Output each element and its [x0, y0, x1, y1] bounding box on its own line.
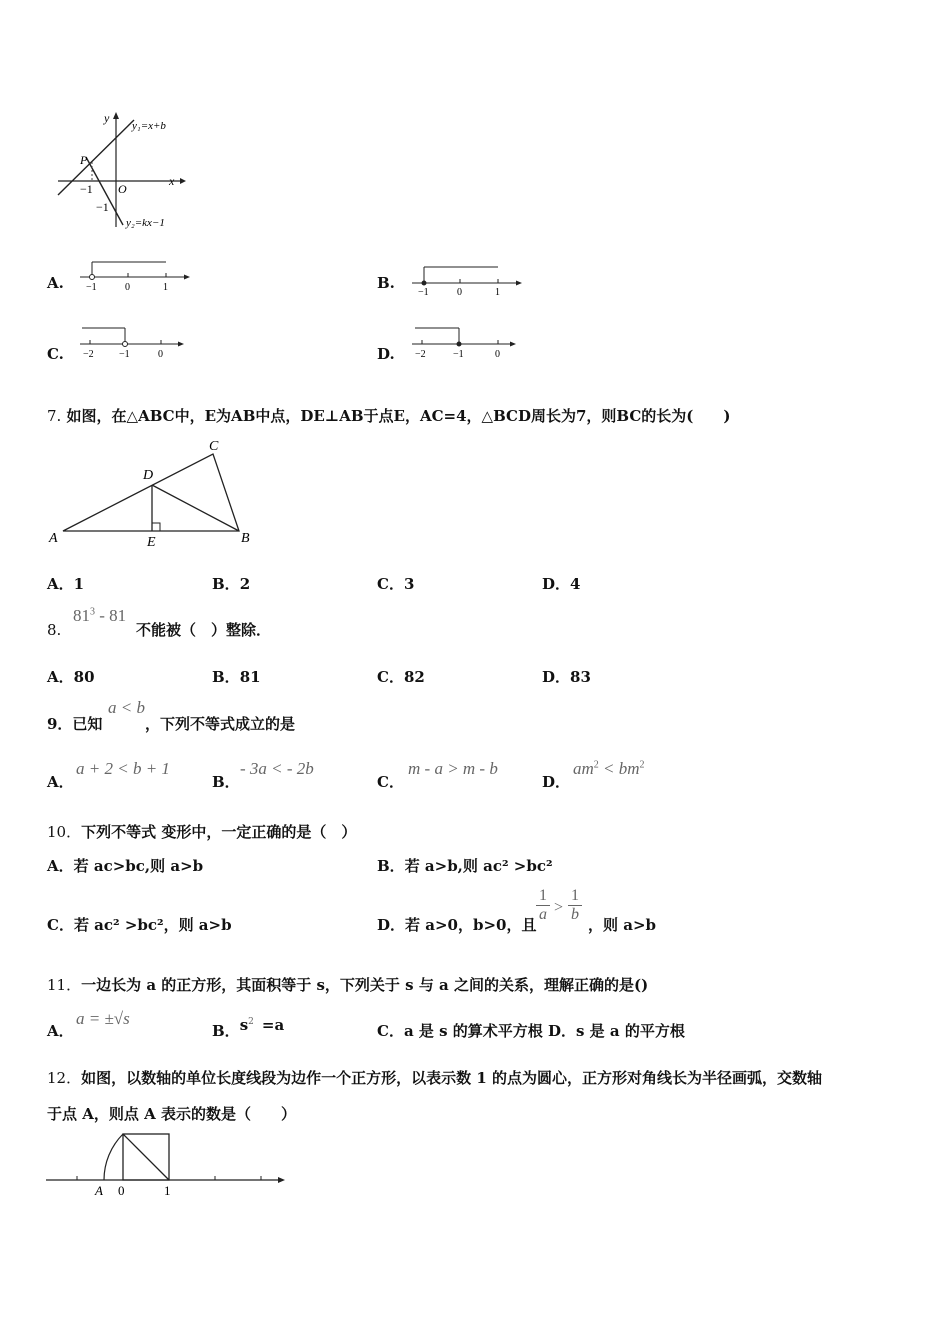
q6-x-label: x [169, 174, 175, 188]
q11-option-b[interactable] [212, 1014, 285, 1040]
q10-d-frac2-den: b [568, 905, 582, 924]
q12-stem-line-1 [47, 1067, 822, 1088]
q9-option-d-expr[interactable] [573, 759, 645, 779]
q9-option-b-expr[interactable]: - 3a < - 2b [240, 759, 314, 778]
q10-d-pre: 若 a>0，b>0，且 [405, 916, 537, 934]
q9-d-part2: < bm [598, 759, 640, 778]
q8-option-a[interactable] [47, 666, 95, 687]
q9-d-part1: am [573, 759, 594, 778]
q8-expression [73, 606, 126, 626]
q10-d-letter: D． [377, 916, 406, 934]
q6-y-label: y [104, 111, 110, 125]
q11-c-text: a 是 s 的算术平方根 [403, 1022, 543, 1040]
q12-stem-text-1: 如图，以数轴的单位长度线段为边作一个正方形，以表示数 1 的点为圆心，正方形对角线长为半径画弧，交数轴 [81, 1069, 822, 1087]
q7-option-b[interactable] [212, 573, 250, 594]
q6-line2-label: y₂=kx−1 [126, 217, 165, 229]
q8-option-c[interactable] [377, 666, 425, 687]
q8-option-b[interactable] [212, 666, 261, 687]
q9-option-c-letter: C． [377, 773, 404, 791]
q6-d-tick-3: 0 [495, 349, 500, 360]
q10-option-b[interactable] [377, 855, 553, 876]
q11-d-letter: D． [548, 1022, 577, 1040]
q11-stem-text: 一边长为 a 的正方形，其面积等于 s，下列关于 s 与 a 之间的关系，理解正确的是() [81, 976, 649, 994]
q6-a-tick-3: 1 [163, 282, 168, 293]
q7-option-a[interactable] [47, 573, 84, 594]
q7-a-letter: A． [47, 575, 74, 593]
q10-d-fraction-2 [568, 887, 582, 924]
q6-coordinate-graph [50, 105, 200, 235]
q6-option-c-numberline [78, 320, 193, 362]
q6-point-label: P [80, 153, 88, 167]
q7-number: 7. [47, 407, 62, 425]
q7-label-a: A [49, 531, 58, 546]
q9-d-exp2: 2 [639, 759, 645, 771]
q7-label-d: D [143, 468, 154, 483]
q7-b-letter: B． [212, 575, 240, 593]
q12-numberline-figure [42, 1128, 292, 1203]
q8-a-letter: A． [47, 668, 74, 686]
q10-a-text: 若 ac>bc,则 a>b [73, 857, 204, 875]
q10-number: 10． [47, 823, 82, 841]
q10-d-frac1-num: 1 [539, 887, 547, 904]
q7-option-d[interactable] [542, 573, 580, 594]
q10-d-gt: > [554, 899, 564, 916]
q9-option-c-expr[interactable]: m - a > m - b [408, 759, 498, 778]
q10-d-frac2-num: 1 [571, 887, 579, 904]
q7-label-e: E [147, 535, 156, 550]
q6-d-tick-1: −2 [415, 349, 426, 360]
q6-option-b-label: B. [377, 274, 395, 292]
q9-stem: ，下列不等式成立的是 [145, 715, 296, 733]
q12-number: 12． [47, 1069, 82, 1087]
q11-option-c[interactable] [377, 1020, 543, 1041]
q8-c-letter: C． [377, 668, 404, 686]
q9-option-d-letter: D． [542, 773, 571, 791]
q10-a-letter: A． [47, 857, 74, 875]
q10-option-a[interactable] [47, 855, 203, 876]
q10-b-text: 若 a>b,则 ac² >bc² [404, 857, 553, 875]
q11-d-text: s 是 a 的平方根 [576, 1022, 685, 1040]
q6-x-tick: −1 [80, 182, 93, 196]
q11-option-d[interactable] [548, 1020, 685, 1041]
q6-b-tick-3: 1 [495, 287, 500, 295]
q8-expr-exp: 3 [90, 606, 95, 618]
q9-d-exp1: 2 [593, 759, 599, 771]
q11-b-rest: =a [261, 1016, 285, 1034]
q12-label-zero: 0 [118, 1183, 125, 1198]
q6-option-a-numberline [78, 255, 193, 295]
q11-b-exp: 2 [248, 1017, 254, 1027]
q6-b-tick-2: 0 [457, 287, 462, 295]
q11-number: 11． [47, 976, 82, 994]
q6-option-c-label: C. [47, 345, 64, 363]
q7-c-letter: C． [377, 575, 404, 593]
q7-stem [47, 405, 731, 426]
q11-c-letter: C． [377, 1022, 404, 1040]
q8-option-d[interactable] [542, 666, 591, 687]
q10-stem-text: 下列不等式 变形中，一定正确的是（ ） [81, 823, 357, 841]
q8-d-letter: D． [542, 668, 571, 686]
q8-expr-rest: - 81 [95, 606, 127, 625]
q9-given: a < b [108, 698, 145, 717]
q7-label-c: C [209, 439, 219, 454]
q6-b-tick-1: −1 [418, 287, 429, 295]
q6-a-tick-1: −1 [86, 282, 97, 293]
q6-c-tick-3: 0 [158, 349, 163, 360]
q10-option-c[interactable] [47, 914, 232, 935]
q6-c-tick-2: −1 [119, 349, 130, 360]
q9-option-a-expr[interactable]: a + 2 < b + 1 [76, 759, 170, 778]
q9-number: 9．已知 [47, 715, 103, 733]
q7-b-text: 2 [239, 575, 251, 593]
q11-b-s: s [239, 1016, 249, 1034]
q8-number: 8. [47, 621, 62, 639]
q10-d-fraction-1 [536, 887, 550, 924]
q6-a-tick-2: 0 [125, 282, 130, 293]
q6-origin-label: O [118, 182, 127, 196]
q10-stem [47, 821, 356, 842]
q8-b-letter: B． [212, 668, 240, 686]
q11-option-a-letter: A． [47, 1022, 74, 1040]
q7-c-text: 3 [403, 575, 415, 593]
q7-d-letter: D． [542, 575, 571, 593]
q10-option-d[interactable] [377, 914, 536, 935]
q6-line1-label: y₁=x+b [132, 120, 166, 132]
q11-b-letter: B． [212, 1022, 240, 1040]
q10-c-letter: C． [47, 916, 74, 934]
q11-option-a-expr[interactable]: a = ±√s [76, 1009, 130, 1028]
q12-stem-line-2: 于点 A，则点 A 表示的数是（ ） [47, 1105, 296, 1123]
q8-stem: 不能被（ ）整除． [136, 621, 272, 639]
q7-a-text: 1 [73, 575, 85, 593]
q9-option-b-letter: B． [212, 773, 240, 791]
q7-triangle-figure [45, 432, 265, 552]
q10-c-text: 若 ac² >bc²，则 a>b [73, 916, 232, 934]
q12-label-one: 1 [164, 1183, 171, 1198]
q10-b-letter: B． [377, 857, 405, 875]
q6-c-tick-1: −2 [83, 349, 94, 360]
q9-option-a-letter: A． [47, 773, 74, 791]
q12-label-a: A [95, 1183, 103, 1198]
q8-d-text: 83 [570, 668, 591, 686]
q8-c-text: 82 [403, 668, 425, 686]
q6-d-tick-2: −1 [453, 349, 464, 360]
q8-b-text: 81 [239, 668, 261, 686]
q7-stem-text: 如图，在△ABC中，E为AB中点，DE⊥AB于点E，AC=4，△BCD周长为7，则BC的长为( ) [66, 407, 731, 425]
q8-a-text: 80 [73, 668, 95, 686]
q10-d-frac1-den: a [536, 905, 550, 924]
q6-option-d-label: D. [377, 345, 395, 363]
q8-expr-base: 81 [73, 606, 90, 625]
q7-option-c[interactable] [377, 573, 414, 594]
q11-stem [47, 974, 648, 995]
q6-y-tick: −1 [96, 200, 109, 214]
q7-d-text: 4 [570, 575, 581, 593]
q6-option-d-numberline [410, 320, 525, 362]
q7-label-b: B [241, 531, 250, 546]
q10-d-post: ，则 a>b [588, 916, 656, 934]
q6-option-a-label: A. [47, 274, 64, 292]
q6-option-b-numberline [410, 255, 525, 295]
